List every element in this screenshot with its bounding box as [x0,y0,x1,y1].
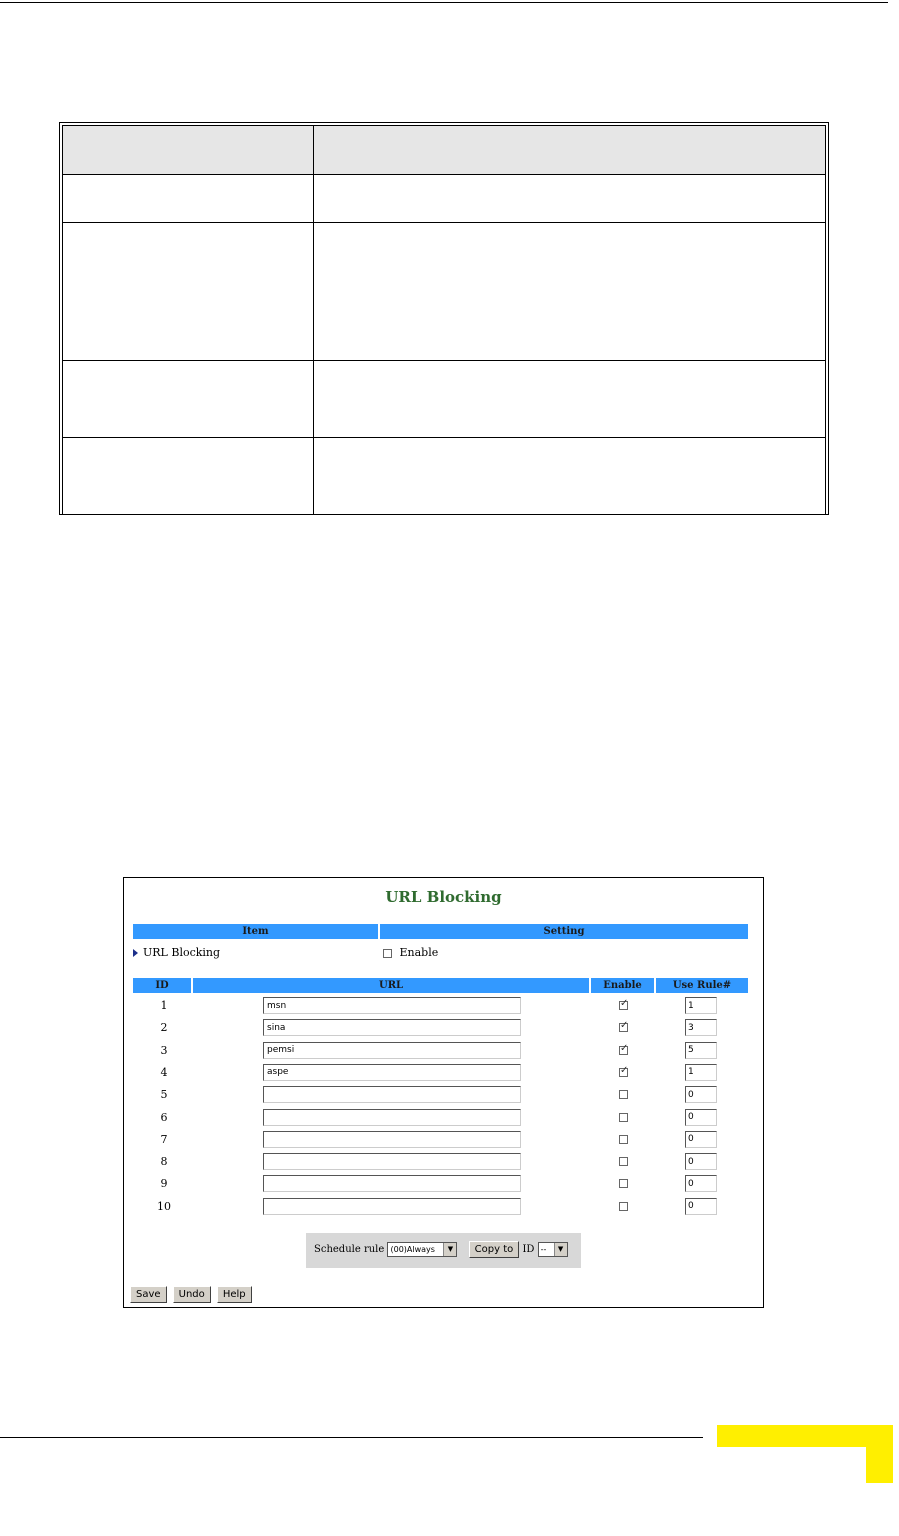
table-row [124,1084,764,1106]
rule-enable-checkbox[interactable] [619,1157,628,1166]
table-row [124,995,764,1017]
url-column-header: URL [378,980,404,991]
rule-enable-checkbox[interactable] [619,1202,628,1211]
url-input[interactable] [263,1131,521,1148]
use-rule-input[interactable] [685,997,717,1014]
item-setting-header [133,924,748,939]
setting-header: Setting [543,926,585,937]
description-table-row [63,175,826,223]
url-blocking-panel [123,877,764,1308]
url-input[interactable] [263,1175,521,1192]
rule-id: 7 [160,1132,168,1146]
schedule-rule-select[interactable]: (00)Always ▼ [387,1242,457,1257]
undo-button[interactable]: Undo [173,1286,211,1303]
use-rule-input[interactable] [685,1064,717,1081]
url-input[interactable] [263,1086,521,1103]
url-input[interactable] [263,1019,521,1036]
table-row [124,1040,764,1062]
url-input[interactable] [263,1198,521,1215]
action-buttons [130,1284,253,1303]
use-rule-input[interactable] [685,1019,717,1036]
description-table-row [63,438,826,515]
copy-id-select[interactable]: -- ▼ [538,1242,568,1257]
corner-accent [866,1425,893,1483]
item-header: Item [242,926,269,937]
rule-id: 6 [160,1110,168,1124]
rule-id: 1 [160,999,168,1012]
rule-enable-checkbox[interactable] [619,1090,628,1099]
rule-id: 3 [160,1043,168,1057]
url-blocking-item [133,946,220,959]
url-input[interactable] [263,1064,521,1081]
url-input[interactable] [263,1109,521,1126]
rule-id: 10 [157,1199,171,1213]
description-table-row [63,361,826,438]
table-row [124,1173,764,1195]
url-blocking-label: URL Blocking [143,946,221,959]
use-rule-column-header: Use Rule# [672,980,732,991]
rule-enable-checkbox[interactable] [619,1068,628,1077]
use-rule-input[interactable] [685,1198,717,1215]
description-table-header [63,126,826,175]
save-button[interactable]: Save [130,1286,167,1303]
table-row [124,1196,764,1218]
rule-id: 8 [160,1155,168,1169]
rule-id: 2 [160,1021,168,1035]
url-blocking-enable [383,946,438,959]
rules-header [133,978,748,993]
table-row [124,1129,764,1151]
use-rule-input[interactable] [685,1109,717,1126]
url-input[interactable] [263,1042,521,1059]
rule-enable-checkbox[interactable] [619,1001,628,1010]
page-top-rule [0,2,888,3]
description-table-row [63,223,826,361]
use-rule-input[interactable] [685,1153,717,1170]
rule-id: 9 [160,1177,168,1191]
use-rule-input[interactable] [685,1086,717,1103]
use-rule-input[interactable] [685,1042,717,1059]
help-button[interactable]: Help [217,1286,252,1303]
id-column-header: ID [155,980,169,991]
use-rule-input[interactable] [685,1131,717,1148]
rule-id: 5 [160,1088,168,1102]
rule-id: 4 [160,1065,168,1079]
panel-title: URL Blocking [385,888,502,906]
id-label: ID [522,1244,535,1255]
use-rule-input[interactable] [685,1175,717,1192]
dropdown-arrow-icon: ▼ [554,1243,567,1256]
url-blocking-enable-checkbox[interactable] [383,949,392,958]
url-input[interactable] [263,997,521,1014]
table-row [124,1107,764,1129]
description-table [59,122,829,515]
copy-to-button[interactable]: Copy to [469,1241,520,1258]
enable-column-header: Enable [603,980,642,991]
table-row [124,1062,764,1084]
rule-enable-checkbox[interactable] [619,1113,628,1122]
table-row [124,1017,764,1039]
schedule-bar [306,1233,581,1268]
rule-enable-checkbox[interactable] [619,1023,628,1032]
rule-enable-checkbox[interactable] [619,1046,628,1055]
table-row [124,1151,764,1173]
url-input[interactable] [263,1153,521,1170]
enable-label: Enable [399,946,439,959]
triangle-bullet-icon [133,949,138,957]
schedule-rule-label: Schedule rule [314,1244,385,1255]
dropdown-arrow-icon: ▼ [443,1243,456,1256]
page-bottom-rule [0,1437,703,1438]
rule-enable-checkbox[interactable] [619,1135,628,1144]
rule-enable-checkbox[interactable] [619,1179,628,1188]
